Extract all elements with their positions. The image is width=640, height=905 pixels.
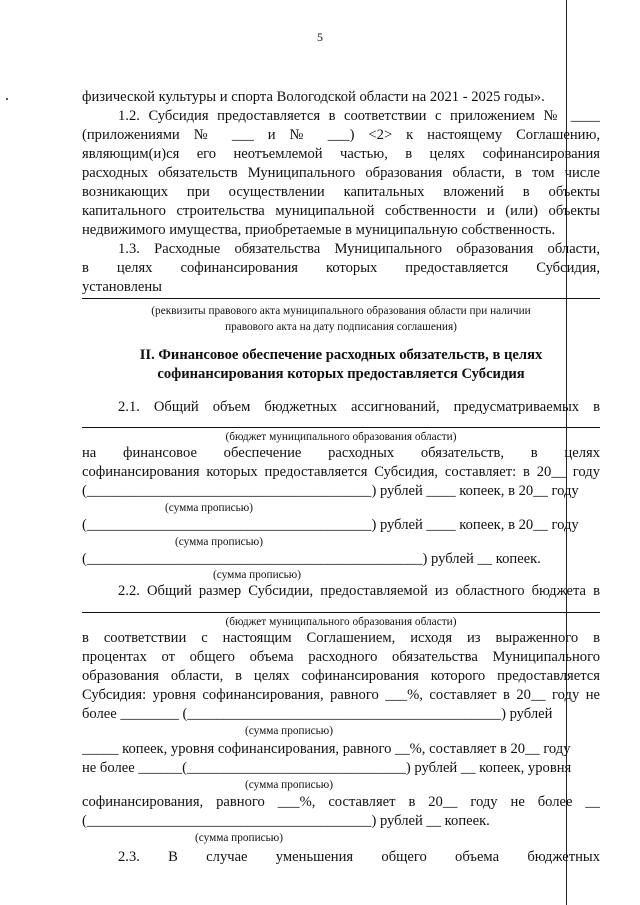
text-line: капитального строительства муниципальной собственности и (или) объекты bbox=[82, 203, 600, 219]
text-line: физической культуры и спорта Вологодской области на 2021 - 2025 годы». bbox=[82, 89, 545, 105]
text-line: софинансирования, равного ___%, составляет в 20__ году не более __ bbox=[82, 794, 600, 810]
text-line: расходных обязательств Муниципального образования области, в том числе bbox=[82, 165, 600, 181]
text-line: процентах от общего объема расходного обязательства Муниципального bbox=[82, 649, 600, 665]
section-heading: софинансирования которых предоставляется Субсидия bbox=[157, 366, 525, 382]
text-line: образования области, в целях софинансирования которого предоставляется bbox=[82, 668, 600, 684]
text-line: возникающих при осуществлении капитальных вложений в объекты bbox=[82, 184, 600, 200]
caption: правового акта на дату подписания соглашения) bbox=[225, 321, 457, 333]
text-line: (______________________________________________) рублей __ копеек. bbox=[82, 551, 541, 567]
paragraph-2-1-first-line: 2.1. Общий объем бюджетных ассигнований, предусматриваемых в bbox=[118, 399, 600, 415]
caption: (бюджет муниципального образования области) bbox=[225, 616, 457, 628]
caption: (сумма прописью) bbox=[165, 502, 253, 514]
paragraph-1-3-first-line: 1.3. Расходные обязательства Муниципального образования области, bbox=[118, 241, 600, 257]
text-line: (приложениями № ___ и № ___) <2> к настоящему Соглашению, bbox=[82, 127, 600, 143]
paragraph-2-3-first-line: 2.3. В случае уменьшения общего объема бюджетных bbox=[118, 849, 600, 865]
text-line: софинансирования которых предоставляется Субсидия, составляет: в 20__ году bbox=[82, 464, 600, 480]
paragraph-1-2-first-line: 1.2. Субсидия предоставляется в соответствии с приложением № ____ bbox=[118, 108, 600, 124]
caption: (сумма прописью) bbox=[195, 832, 283, 844]
caption: (сумма прописью) bbox=[175, 536, 263, 548]
text-line: являющим(и)ся его неотъемлемой частью, в целях софинансирования bbox=[82, 146, 600, 162]
section-heading: II. Финансовое обеспечение расходных обязательств, в целях bbox=[139, 347, 543, 363]
paragraph-2-2-first-line: 2.2. Общий размер Субсидии, предоставляемой из областного бюджета в bbox=[118, 583, 600, 599]
text-line: (_______________________________________) рублей ____ копеек, в 20__ году bbox=[82, 483, 579, 499]
caption: (сумма прописью) bbox=[213, 569, 301, 581]
text-line: _____ копеек, уровня софинансирования, равного __%, составляет в 20__ году bbox=[82, 741, 571, 757]
caption: (сумма прописью) bbox=[245, 779, 333, 791]
text-line: на финансовое обеспечение расходных обязательств, в целях bbox=[82, 445, 600, 461]
caption: (бюджет муниципального образования области) bbox=[225, 431, 457, 443]
text-line: в целях софинансирования которых предоставляется Субсидия, bbox=[82, 260, 600, 276]
text-line: в соответствии с настоящим Соглашением, исходя из выраженного в bbox=[82, 630, 600, 646]
text-line: не более ______(______________________________) рублей __ копеек, уровня bbox=[82, 760, 572, 776]
page-number: 5 bbox=[317, 30, 323, 44]
caption: (реквизиты правового акта муниципального образования области при наличии bbox=[151, 305, 531, 317]
text-line: (_______________________________________) рублей ____ копеек, в 20__ году bbox=[82, 517, 579, 533]
fill-in-line bbox=[82, 298, 600, 299]
text-line: более ________ (___________________________________________) рублей bbox=[82, 706, 553, 722]
text-line: недвижимого имущества, приобретаемые в муниципальную собственность. bbox=[82, 222, 556, 238]
text-line: Субсидия: уровня софинансирования, равного ___%, составляет в 20__ году не bbox=[82, 687, 600, 703]
caption: (сумма прописью) bbox=[245, 725, 333, 737]
text-line: установлены bbox=[82, 279, 162, 295]
text-line: (_______________________________________) рублей __ копеек. bbox=[82, 813, 490, 829]
scan-speck bbox=[6, 98, 8, 100]
